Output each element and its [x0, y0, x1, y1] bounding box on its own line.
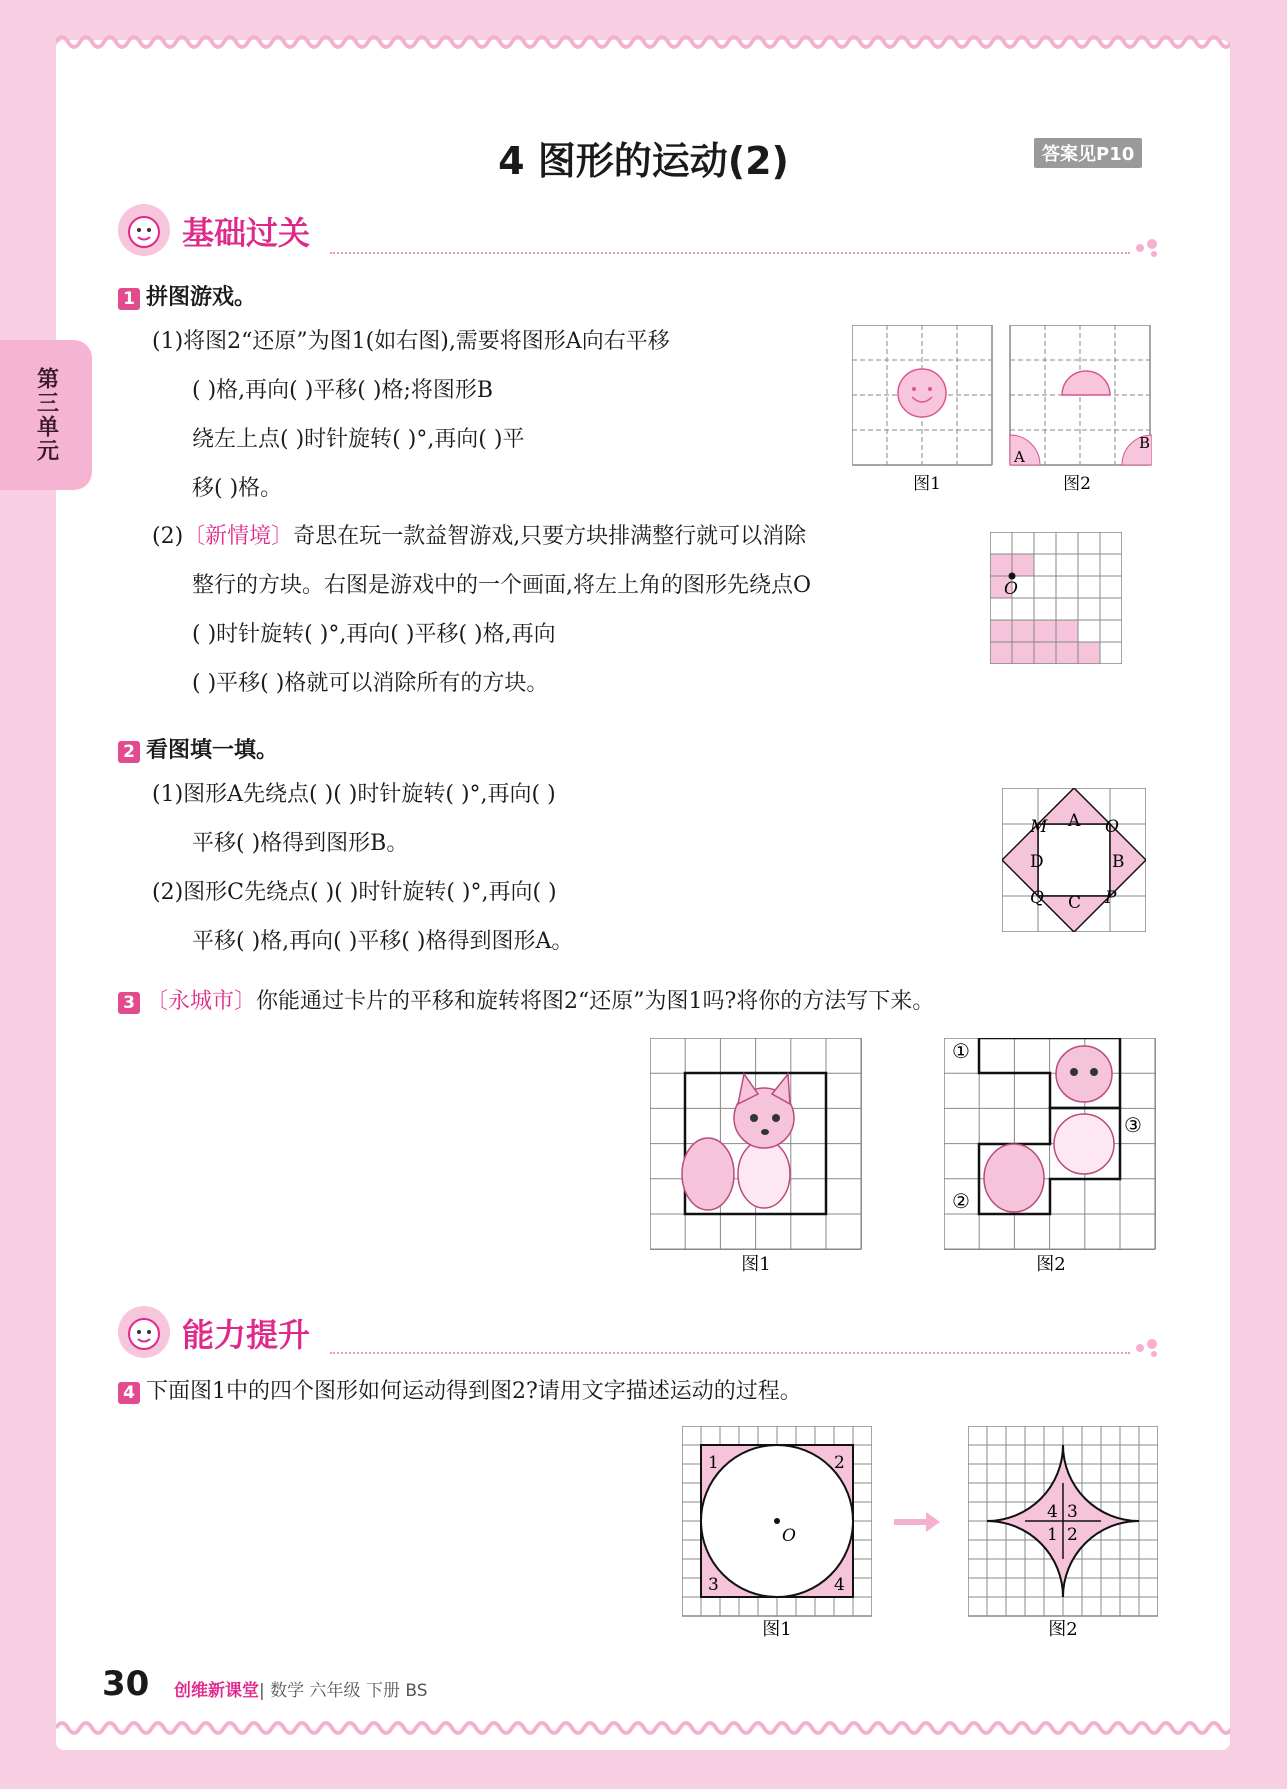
q1-part1-line3: 绕左上点( )时针旋转( )°,再向( )平: [192, 427, 525, 452]
part-number: (2): [152, 524, 184, 549]
fig1-caption: 图1: [762, 1619, 792, 1640]
question-3-text: [118, 989, 934, 1015]
question-number: 4: [118, 1382, 140, 1404]
question-number: 1: [118, 288, 140, 310]
marker-1: ①: [952, 1039, 970, 1063]
fox-picture: [682, 1074, 794, 1210]
center-point: [774, 1518, 780, 1524]
q2-part1-line1: (1)图形A先绕点( )( )时针旋转( )°,再向( ): [152, 782, 556, 807]
label-b: B: [1112, 852, 1125, 872]
sun-half-icon: [1062, 371, 1110, 395]
part2-text: 奇思在玩一款益智游戏,只要方块排满整行就可以消除: [293, 524, 807, 549]
section-heading-basic: 基础过关: [182, 214, 311, 252]
question-2-heading: [118, 733, 278, 764]
corner-3: 3: [708, 1575, 719, 1595]
region-tag: 〔永城市〕: [146, 989, 257, 1014]
label-o: O: [1004, 579, 1018, 599]
unit-label: 第三单元: [33, 367, 59, 463]
corner-2: 2: [834, 1453, 845, 1473]
fox-tail-piece: [984, 1144, 1044, 1212]
label-p: P: [1105, 888, 1117, 908]
corner-4: 4: [834, 1575, 845, 1595]
label-b: B: [1139, 434, 1151, 452]
mascot-icon: [116, 202, 172, 258]
q3-fox-figure-1: [650, 1038, 862, 1278]
q1-part2-line3: ( )时针旋转( )°,再向( )平移( )格,再向: [192, 622, 556, 647]
section-heading-advanced: 能力提升: [182, 1316, 311, 1354]
wavy-border-bottom: [56, 1718, 1230, 1738]
answer-reference-badge: 答案见P10: [1034, 138, 1142, 168]
q1-part2-line1: [152, 524, 806, 550]
q1-part1-line1: (1)将图2“还原”为图1(如右图),需要将图形A向右平移: [152, 329, 670, 354]
center-square: [1038, 824, 1110, 896]
fig2-caption: 图2: [1036, 1254, 1066, 1275]
fox-body-piece: [1054, 1114, 1114, 1174]
dots-decoration-icon: [1134, 1336, 1162, 1360]
piece-4: 4: [1047, 1502, 1058, 1522]
q1-sun-figures: [852, 325, 1152, 495]
label-a: A: [1068, 811, 1081, 831]
q1-part1-line2: ( )格,再向( )平移( )格;将图形B: [192, 378, 494, 403]
q1-part1-line4: 移( )格。: [192, 476, 283, 501]
q1-part2-line4: ( )平移( )格就可以消除所有的方块。: [192, 671, 549, 696]
arrow-right-icon: [892, 1510, 942, 1534]
unit-side-tab: [0, 340, 92, 490]
fig2-caption: 图2: [1048, 1619, 1078, 1640]
fig2-caption: 图2: [1063, 474, 1091, 494]
label-o: O: [1105, 817, 1119, 837]
question-title: 看图填一填。: [146, 738, 279, 763]
fig1-caption: 图1: [913, 474, 941, 494]
marker-2: ②: [952, 1189, 970, 1213]
center-label: O: [782, 1526, 796, 1546]
piece-3: 3: [1067, 1502, 1078, 1522]
mascot-icon: [116, 1304, 172, 1360]
section-divider: [330, 1352, 1130, 1354]
wavy-border-top: [56, 32, 1230, 52]
footer-brand: 创维新课堂: [174, 1681, 259, 1701]
question-1-heading: [118, 280, 256, 311]
context-tag: 〔新情境〕: [183, 524, 294, 549]
corner-1: 1: [708, 1453, 719, 1473]
page-title: 4 图形的运动(2): [498, 139, 789, 183]
piece-2: 2: [1067, 1525, 1078, 1545]
sun-icon: [898, 369, 946, 417]
label-q: Q: [1030, 888, 1044, 908]
question-4-text: [118, 1379, 802, 1405]
label-m: M: [1030, 817, 1048, 837]
question-body: 下面图1中的四个图形如何运动得到图2?请用文字描述运动的过程。: [146, 1379, 802, 1404]
question-body: 你能通过卡片的平移和旋转将图2“还原”为图1吗?将你的方法写下来。: [256, 989, 935, 1014]
q2-part2-line2: 平移( )格,再向( )平移( )格得到图形A。: [192, 929, 574, 954]
piece-1: 1: [1047, 1525, 1058, 1545]
footer-text: [174, 1676, 428, 1701]
question-title: 拼图游戏。: [146, 285, 257, 310]
q2-part2-line1: (2)图形C先绕点( )( )时针旋转( )°,再向( ): [152, 880, 557, 905]
page-number: 30: [102, 1664, 150, 1704]
q3-fox-figure-2: [944, 1038, 1158, 1278]
label-d: D: [1030, 852, 1044, 872]
footer-subject: | 数学 六年级 下册 BS: [259, 1681, 428, 1701]
block-game-grid: [990, 532, 1122, 664]
question-number: 3: [118, 992, 140, 1014]
fox-head-piece: [1056, 1046, 1112, 1102]
label-a: A: [1014, 448, 1025, 466]
section-divider: [330, 252, 1130, 254]
label-c: C: [1068, 893, 1082, 913]
fig1-caption: 图1: [741, 1254, 771, 1275]
dots-decoration-icon: [1134, 236, 1162, 260]
q1-part2-line2: 整行的方块。右图是游戏中的一个画面,将左上角的图形先绕点O: [192, 573, 812, 598]
q2-part1-line2: 平移( )格得到图形B。: [192, 831, 409, 856]
question-number: 2: [118, 741, 140, 763]
marker-3: ③: [1124, 1113, 1142, 1137]
q4-circle-figure: [682, 1426, 872, 1646]
pink-blocks: [990, 554, 1100, 664]
q4-star-figure: [968, 1426, 1158, 1646]
q2-star-figure: [1002, 788, 1146, 932]
